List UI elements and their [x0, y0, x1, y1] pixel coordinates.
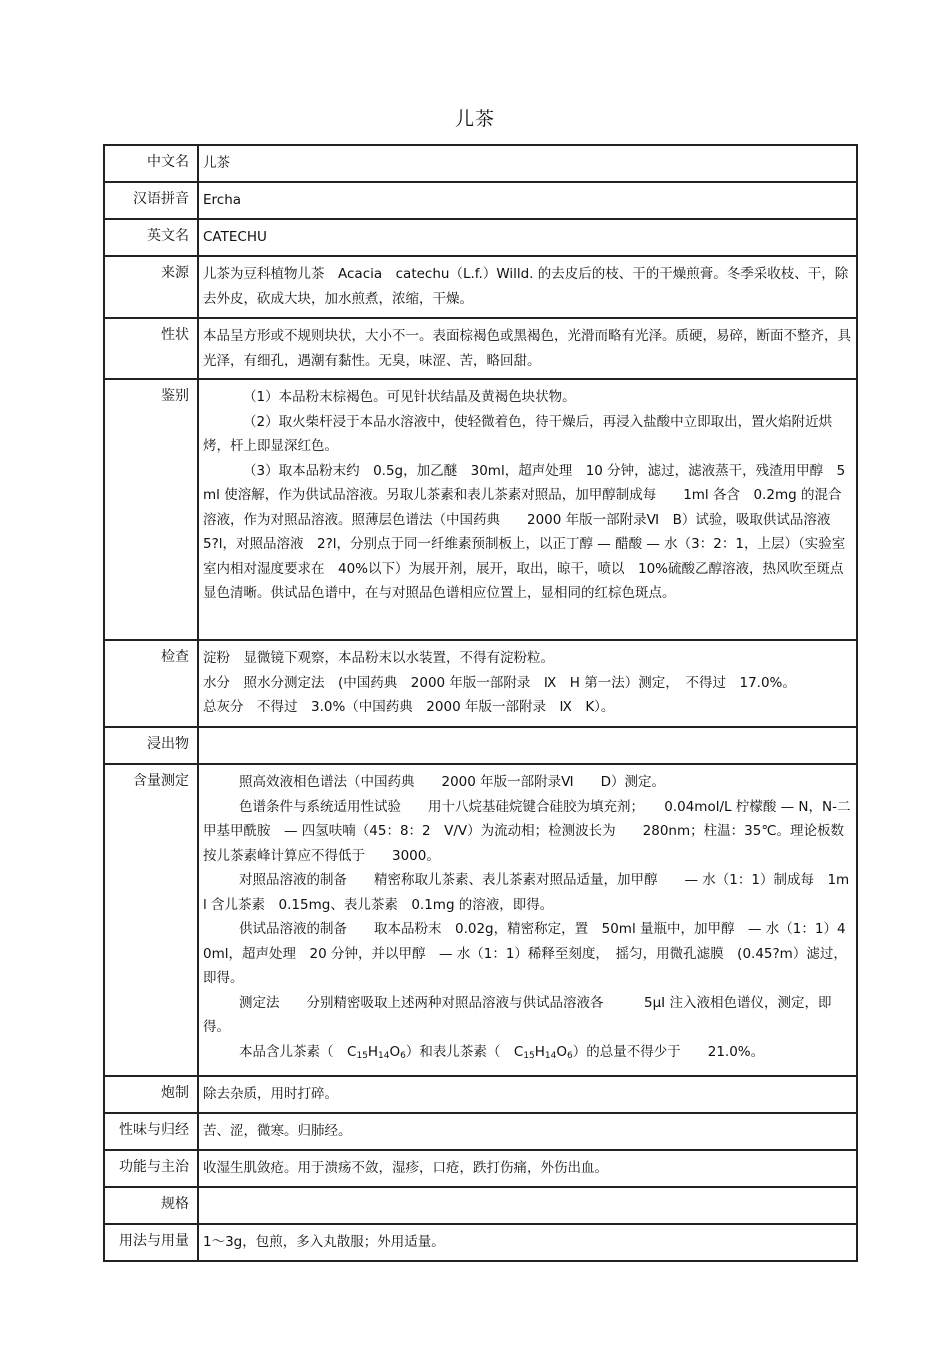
monograph-table — [103, 144, 858, 1262]
row-value — [199, 319, 856, 378]
row-value — [199, 765, 856, 1075]
subscript: 6 — [400, 1050, 406, 1061]
paragraph: 照高效液相色谱法（中国药典 2000 年版一部附录Ⅵ D）测定。 — [239, 774, 665, 790]
row-label: 性状 — [105, 319, 199, 378]
paragraph: 儿茶为豆科植物儿茶 Acacia catechu（L.f.）Willd. 的去皮后的枝、干的干燥煎膏。冬季采收枝、干，除去外皮，砍成大块，加水煎煮，浓缩，干燥。 — [203, 266, 849, 307]
row-characteristics — [105, 319, 856, 380]
formula-text: O — [556, 1043, 568, 1060]
row-value — [199, 641, 856, 726]
paragraph: （3）取本品粉末约 0.5g，加乙醚 30ml，超声处理 10 分钟，滤过，滤液蒸干，残渣用甲醇 5ml 使溶解，作为供试品溶液。另取儿茶素和表儿茶素对照品，加甲醇制成每 1ml 各含 0.2mg 的混合溶液，作为对照品溶液。照薄层色谱法（中国药典 2000 年版一部附录Ⅵ B）试验，吸取供试品溶液 5?l，对照品溶液 2?l，分别点于同一纤维素预制板上，以正丁醇 — 醋酸 — 水（3：2：1，上层）（实验室室内相对湿度要求在 40%以下）为展开剂，展开，取出，晾干，喷以 10%硫酸乙醇溶液，热风吹至斑点显色清晰。供试品色谱中，在与对照品色谱相应位置上，显相同的红棕色斑点。 — [203, 462, 846, 601]
subscript: 14 — [378, 1050, 390, 1061]
paragraph: 1～3g，包煎，多入丸散服；外用适量。 — [203, 1234, 445, 1250]
subscript: 15 — [356, 1050, 368, 1061]
row-value — [199, 728, 856, 763]
paragraph: 收湿生肌敛疮。用于溃疡不敛，湿疹，口疮，跌打伤痛，外伤出血。 — [203, 1160, 608, 1176]
assay-conclusion — [203, 1040, 852, 1065]
row-processing — [105, 1077, 856, 1114]
paragraph: 儿茶 — [203, 155, 230, 171]
paragraph: 对照品溶液的制备 精密称取儿茶素、表儿茶素对照品适量，加甲醇 — 水（1：1）制成每 1ml 含儿茶素 0.15mg、表儿茶素 0.1mg 的溶液，即得。 — [203, 872, 850, 913]
row-value — [199, 220, 856, 255]
row-label: 来源 — [105, 257, 199, 317]
row-inspection — [105, 641, 856, 728]
subscript: 14 — [544, 1050, 557, 1061]
formula-text: H — [534, 1043, 545, 1060]
row-label: 汉语拼音 — [105, 183, 199, 218]
row-nature-meridian — [105, 1114, 856, 1151]
formula-text: H — [367, 1043, 379, 1060]
paragraph: 水分 照水分测定法 (中国药典 2000 年版一部附录 Ⅸ H 第一法）测定， 不得过 17.0%。 — [203, 674, 796, 691]
row-function — [105, 1151, 856, 1188]
row-value — [199, 1188, 856, 1223]
formula-text: 本品含儿茶素（ C — [239, 1043, 357, 1060]
row-dosage — [105, 1225, 856, 1260]
paragraph: （1）本品粉末棕褐色。可见针状结晶及黄褐色块状物。 — [243, 389, 576, 405]
row-label: 用法与用量 — [105, 1225, 199, 1260]
row-value — [199, 380, 856, 639]
row-label: 功能与主治 — [105, 1151, 199, 1186]
formula-text: O — [389, 1043, 401, 1060]
row-extract — [105, 728, 856, 765]
row-label: 炮制 — [105, 1077, 199, 1112]
row-value — [199, 1114, 856, 1149]
row-pinyin — [105, 183, 856, 220]
row-label: 浸出物 — [105, 728, 199, 763]
row-label: 性味与归经 — [105, 1114, 199, 1149]
row-identification — [105, 380, 856, 641]
row-value — [199, 183, 856, 218]
row-value — [199, 1151, 856, 1186]
row-assay — [105, 765, 856, 1077]
paragraph: Ercha — [203, 192, 242, 208]
row-label: 英文名 — [105, 220, 199, 255]
paragraph: 测定法 分别精密吸取上述两种对照品溶液与供试品溶液各 5μⅠ 注入液相色谱仪，测定，即得。 — [203, 994, 832, 1035]
paragraph: 除去杂质，用时打碎。 — [203, 1086, 338, 1102]
row-value — [199, 1225, 856, 1260]
paragraph: 总灰分 不得过 3.0%（中国药典 2000 年版一部附录 Ⅸ K）。 — [203, 699, 615, 715]
row-source — [105, 257, 856, 319]
formula-text: ）的总量不得少于 21.0%。 — [572, 1043, 765, 1060]
paragraph: 苦、涩，微寒。归肺经。 — [203, 1123, 352, 1139]
paragraph: 本品呈方形或不规则块状，大小不一。表面棕褐色或黑褐色，光滑而略有光泽。质硬，易碎，断面不整齐，具光泽，有细孔，遇潮有黏性。无臭，味涩、苦，略回甜。 — [203, 328, 851, 369]
row-label: 鉴别 — [105, 380, 199, 639]
subscript: 6 — [567, 1050, 573, 1061]
formula-text: ）和表儿茶素（ C — [405, 1043, 524, 1060]
row-specification — [105, 1188, 856, 1225]
row-value — [199, 257, 856, 317]
paragraph: （2）取火柴杆浸于本品水溶液中，使轻微着色，待干燥后，再浸入盐酸中立即取出，置火焰附近烘烤，杆上即显深红色。 — [203, 413, 833, 454]
row-label: 中文名 — [105, 146, 199, 181]
row-label: 含量测定 — [105, 765, 199, 1075]
row-label: 规格 — [105, 1188, 199, 1223]
paragraph: 色谱条件与系统适用性试验 用十八烷基硅烷键合硅胶为填充剂； 0.04mol/L 柠檬酸 — N，N-二甲基甲酰胺 — 四氢呋喃（45：8：2 V/V）为流动相；检测波长为 280nm；柱温：35℃。理论板数按儿茶素峰计算应不得低于 3000。 — [203, 798, 851, 864]
subscript: 15 — [523, 1050, 535, 1061]
row-value — [199, 146, 856, 181]
paragraph: 淀粉 显微镜下观察，本品粉末以水装置，不得有淀粉粒。 — [203, 650, 554, 666]
row-value — [199, 1077, 856, 1112]
row-english-name — [105, 220, 856, 257]
paragraph: 供试品溶液的制备 取本品粉末 0.02g，精密称定，置 50ml 量瓶中，加甲醇 — 水（1：1）40ml，超声处理 20 分钟，并以甲醇 — 水（1：1）稀释至刻度， 摇匀，用微孔滤膜 (0.45?m）滤过，即得。 — [203, 921, 847, 986]
row-label: 检查 — [105, 641, 199, 726]
paragraph: CATECHU — [203, 229, 267, 245]
document-title: 儿茶 — [454, 108, 495, 130]
row-chinese-name — [105, 146, 856, 183]
